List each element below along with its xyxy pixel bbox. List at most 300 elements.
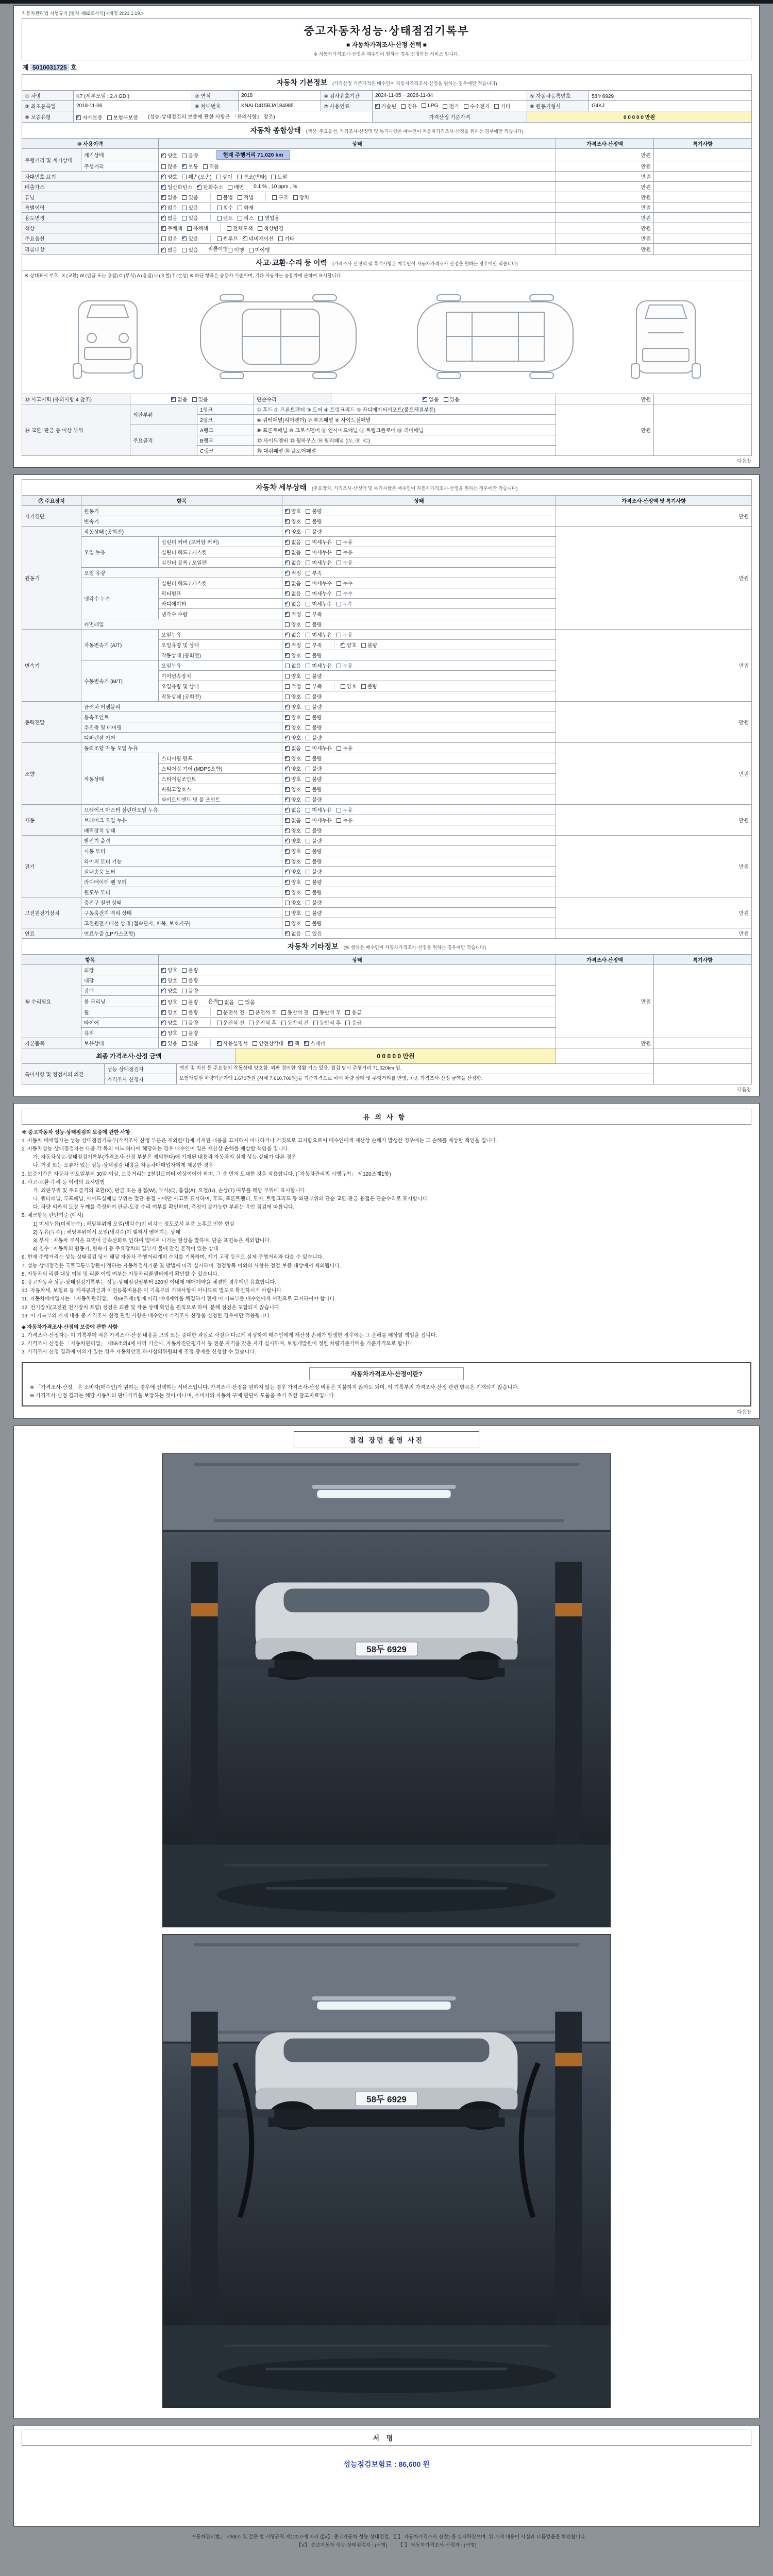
cell [556,835,752,897]
checkbox-불량[interactable] [306,765,322,772]
checkbox-양호[interactable] [161,966,177,974]
cell-text: 만원 [641,1041,651,1047]
checkbox-label: 불량 [312,715,322,721]
checkbox-불량[interactable] [306,785,322,793]
checkbox-누유[interactable] [337,631,352,638]
checkbox-label: 있음 [167,1041,178,1047]
checkbox-미세누유[interactable] [306,631,332,638]
checkbox-불량[interactable] [306,692,322,700]
checkbox-누유[interactable] [337,816,352,824]
cell [81,995,159,1007]
cell [159,670,282,681]
cell [556,138,654,148]
checkbox-리스[interactable] [238,214,254,222]
cell [22,212,159,223]
cell-text: 주행거리 및 계기상태 [25,158,73,164]
checkbox-적음[interactable] [203,162,219,170]
checkbox-렌트[interactable] [217,214,233,222]
checkbox-label: 없음 [291,581,301,587]
checkbox-가솔린[interactable] [375,102,396,110]
cell-text: ⑭ 교환, 판금 등 이상 부위 [25,428,83,434]
checkbox-적정[interactable] [285,610,301,618]
checkbox-양호[interactable] [285,754,301,762]
checkbox-양호[interactable] [285,692,301,700]
checkbox-탄화수소[interactable] [197,183,223,191]
checkbox-없음[interactable] [285,558,301,566]
checkbox-cell [282,619,556,629]
checkbox-cell [159,161,556,171]
cell-text: 라디에이터 [161,601,187,607]
empty-box-icon [306,715,310,720]
checkbox-이행[interactable] [228,246,244,253]
checkbox-label: 적정 [291,684,301,690]
checkbox-운전석 전[interactable] [217,1008,244,1016]
table-row [22,629,752,639]
checkbox-침수[interactable] [217,204,233,211]
checkbox-누유[interactable] [337,806,352,814]
car-diagram-underbody [410,286,580,387]
empty-box-icon [217,206,222,210]
notice-item: 다. 차량 외판의 도장 두께를 측정하여 판금·도장 수리 여부를 확인하며, 측정이 불가능한 부위는 육안 점검에 따릅니다. [33,1205,295,1211]
cell [22,495,81,505]
checkbox-양호[interactable] [285,785,301,793]
empty-box-icon [217,1021,222,1025]
checkbox-미세누수[interactable] [306,589,332,597]
checkbox-없음[interactable] [285,806,301,814]
checkbox-양호[interactable] [161,987,177,994]
empty-box-icon [182,1041,187,1046]
checkbox-없음[interactable] [161,193,177,201]
cell-text: 워터펌프 [161,591,181,597]
checkbox-양호[interactable] [285,703,301,710]
checkbox-사용설명서[interactable] [217,1039,248,1047]
cell [556,212,654,223]
cell [105,1074,177,1084]
checkbox-미세누유[interactable] [306,538,332,546]
checkbox-label: 동반석 전 [287,1020,309,1026]
table-row [22,835,752,845]
checkbox-보험사보증[interactable] [107,113,138,121]
checkbox-불량[interactable] [182,976,198,984]
checkbox-group [285,538,357,546]
checkbox-group [210,214,284,222]
checkbox-미세누유[interactable] [306,744,332,752]
notice-item: 나. 쿼터패널, 루프패널, 사이드실패널 부위는 절단·용접 시에만 사고로 표시하며, 후드, 프론트펜더, 도어, 트렁크리드 등 외판부위의 단순 교환·판금·용접은 단순수리로 표시합니다. [33,1196,429,1202]
checkbox-양호[interactable] [285,888,301,896]
table-row [22,181,752,192]
checkbox-양호[interactable] [161,151,177,159]
checkbox-있음[interactable] [161,1039,177,1047]
checkbox-불량[interactable] [306,754,322,762]
checkbox-부족[interactable] [306,682,322,690]
checkbox-불량[interactable] [182,1029,198,1037]
cell-text: 원동기 [84,509,99,515]
cell-text: 실내송풍 모터 [84,869,115,875]
checkbox-불량[interactable] [306,775,322,783]
checkbox-누수[interactable] [337,589,352,597]
checkbox-응급[interactable] [345,1019,361,1026]
checkbox-불량[interactable] [306,837,322,844]
checkbox-있음[interactable] [182,234,198,242]
checkbox-LPG[interactable] [422,103,438,109]
checkbox-미세누수[interactable] [306,579,332,587]
checkbox-구조[interactable] [272,193,288,201]
checkbox-양호[interactable] [285,826,301,834]
checkbox-cell [282,722,556,732]
checkbox-불량[interactable] [361,641,377,649]
checkbox-경유[interactable] [401,102,417,110]
cell-text: 커먼레일 [84,622,104,628]
checkbox-불량[interactable] [306,847,322,855]
doc-no-suffix: 호 [71,64,77,71]
checkbox-썬루프[interactable] [217,234,238,242]
document-title: 중고자동차성능·상태점검기록부 [304,25,469,37]
cell-text: 보험개발원 차량기준가액 1,670만원 (시세 7,610,700원)을 기준가격으로 하여 차량 상태 및 주행거리를 반영, 최종 가격조사·산정 금액을 산정함. [179,1076,483,1082]
checkbox-label: 양호 [291,869,301,875]
cell-text: 브레이크 마스터 실린더오일 누유 [84,807,158,814]
checkbox-불량[interactable] [306,703,322,710]
checkbox-있음[interactable] [182,214,198,222]
checkbox-없음[interactable] [285,538,301,546]
checkbox-불량[interactable] [306,517,322,525]
checkbox-운전석 전[interactable] [217,1019,244,1026]
checkbox-없음[interactable] [285,589,301,597]
checkbox-양호[interactable] [341,641,357,649]
cell-text: 만원 [641,205,651,211]
checkbox-양호[interactable] [285,723,301,731]
checkbox-불량[interactable] [306,888,322,896]
next-page-label[interactable]: 다음장 [737,1087,751,1093]
cell-text: 자기진단 [25,514,45,520]
checkbox-있음[interactable] [444,395,460,403]
checkbox-기타[interactable] [494,102,510,110]
cell [81,753,159,804]
checkbox-양호[interactable] [285,765,301,772]
checkbox-자가보증[interactable] [76,113,103,121]
checkbox-양호[interactable] [285,507,301,515]
checked-box-icon [161,1000,166,1005]
checkbox-불량[interactable] [306,651,322,659]
checkbox-양호[interactable] [285,837,301,844]
checkbox-불량[interactable] [182,966,198,974]
checkbox-group [210,193,259,201]
checkbox-없음[interactable] [285,744,301,752]
signature-area[interactable] [22,2473,751,2523]
checkbox-양호[interactable] [161,1029,177,1037]
checkbox-누수[interactable] [337,579,352,587]
checkbox-양호[interactable] [285,672,301,680]
checkbox-미세누유[interactable] [306,662,332,669]
checkbox-운전석 후[interactable] [249,1008,276,1016]
checkbox-양호[interactable] [285,620,301,628]
checkbox-label: 렌트 [223,215,233,222]
cell [159,547,282,557]
checkbox-불량[interactable] [306,723,322,731]
checkbox-불량[interactable] [306,826,322,834]
checkbox-누수[interactable] [337,600,352,607]
checkbox-적법[interactable] [238,193,254,201]
checkbox-상이[interactable] [216,173,232,180]
checkbox-불량[interactable] [306,734,322,741]
checkbox-양호[interactable] [341,682,357,690]
cell [81,536,159,567]
checkbox-불량[interactable] [306,528,322,535]
checkbox-없음[interactable] [161,246,177,253]
checkbox-불량[interactable] [361,682,377,690]
cell [159,794,282,804]
checkbox-양호[interactable] [285,651,301,659]
cell-text: 동력전달 [25,720,45,726]
checkbox-있음[interactable] [182,193,198,201]
checkbox-적정[interactable] [285,682,301,690]
section-note: (⑯ 항목은 매수인이 자동차가격조사·산정을 원하는 경우에만 적습니다) [343,944,486,950]
checkbox-label: 불량 [312,900,322,906]
cell [159,753,282,763]
cell-text: 1랭크 [200,407,213,413]
checked-box-icon [182,164,187,169]
checkbox-label: 양호 [346,642,357,649]
checkbox-양호[interactable] [161,1019,177,1026]
next-page-label[interactable]: 다음장 [737,1409,751,1415]
empty-box-icon [182,1000,187,1005]
checkbox-전체도색[interactable] [227,224,253,232]
checkbox-없음[interactable] [161,214,177,222]
checkbox-네비게이션[interactable] [243,234,274,242]
checkbox-누유[interactable] [337,662,352,669]
current-mileage-box: 현재 주행거리 71,020 km [216,150,290,160]
checkbox-누유[interactable] [337,538,352,546]
checkbox-적정[interactable] [285,569,301,577]
checkbox-미세누유[interactable] [306,548,332,556]
checkbox-미세누유[interactable] [306,558,332,566]
checkbox-없음[interactable] [161,204,177,211]
checkbox-유채색[interactable] [187,224,208,232]
checkbox-수소전기[interactable] [464,102,490,110]
checkbox-label: 누유 [342,745,353,752]
checkbox-group [285,765,327,772]
cell [556,701,752,742]
cell [556,526,752,629]
checkbox-불량[interactable] [306,857,322,865]
cell [22,742,81,804]
checkbox-있음[interactable] [306,929,322,937]
checked-box-icon [285,581,290,586]
checkbox-없음[interactable] [285,816,301,824]
cell-text: 고전원전기장치 [25,910,60,917]
checkbox-훼손(오손)[interactable] [182,173,211,180]
checked-box-icon [161,185,166,190]
checkbox-cell [159,964,556,975]
checkbox-미이행[interactable] [249,246,270,253]
checkbox-양호[interactable] [285,795,301,803]
checkbox-cell [282,608,556,619]
checkbox-없음[interactable] [285,548,301,556]
cell [321,101,373,111]
checkbox-불량[interactable] [182,151,198,159]
next-page-label[interactable]: 다음장 [737,458,751,464]
checkbox-양호[interactable] [285,878,301,886]
cell-text: 튜닝 [25,195,35,201]
checkbox-매연[interactable] [228,183,244,191]
checkbox-누유[interactable] [337,558,352,566]
checkbox-누유[interactable] [337,744,352,752]
checkbox-누유[interactable] [337,548,352,556]
cell [81,876,282,887]
checkbox-불량[interactable] [182,998,198,1006]
cell [192,101,239,111]
checkbox-label: 보통 [188,164,198,170]
cell-text: 실린더 블록 / 오일팬 [161,560,207,566]
checkbox-불량[interactable] [306,507,322,515]
checkbox-없음[interactable] [285,579,301,587]
checkbox-있음[interactable] [182,204,198,211]
checkbox-group [210,1039,330,1047]
cell-text: 만원 [641,184,651,191]
cell [239,101,321,111]
checkbox-동반석 전[interactable] [281,1019,309,1026]
checked-box-icon [161,175,166,179]
cell-text: 냉각수 누수 [84,596,111,602]
checkbox-안전삼각대[interactable] [253,1039,283,1047]
checkbox-없음[interactable] [182,1039,198,1047]
cell [254,425,556,435]
checkbox-cell [159,1038,556,1048]
checkbox-양호[interactable] [285,775,301,783]
checkbox-label: 많음 [167,164,178,170]
checkbox-일산화탄소[interactable] [161,183,192,191]
checkbox-미세누유[interactable] [306,816,332,824]
checkbox-불량[interactable] [306,919,322,927]
checkbox-양호[interactable] [285,713,301,721]
section-note: (가격조사·산정액 및 특기사항은 매수인이 자동차가격조사·산정을 원하는 경우에만 적습니다) [332,261,518,266]
checkbox-동반석 후[interactable] [313,1019,341,1026]
checkbox-전기[interactable] [443,102,459,110]
cell-text: 충전구 절연 상태 [84,900,122,906]
checkbox-양호[interactable] [285,847,301,855]
checkbox-양호[interactable] [285,909,301,917]
checkbox-무채색[interactable] [161,224,182,232]
cell [22,897,81,928]
checkbox-응급[interactable] [345,1008,361,1016]
checkbox-양호[interactable] [285,528,301,535]
checkbox-부족[interactable] [306,569,322,577]
checkbox-양호[interactable] [161,976,177,984]
notice-item: 10. 자동차세, 보험료 등 제세공과금과 이전등록비용은 이 기록부의 기재사항이 아니므로 별도로 확인하시기 바랍니다. [22,1288,283,1294]
checkbox-양호[interactable] [161,998,177,1006]
checkbox-없음[interactable] [285,662,301,669]
checkbox-미세누유[interactable] [306,806,332,814]
checkbox-있음[interactable] [192,395,208,403]
cell [22,91,74,101]
checkbox-도말[interactable] [271,173,287,180]
checkbox-운전석 후[interactable] [249,1019,276,1026]
checkbox-없음[interactable] [285,600,301,607]
checkbox-기타[interactable] [278,234,294,242]
cell-text: 상태 [414,498,424,504]
cell [22,629,81,701]
checkbox-불량[interactable] [306,899,322,906]
checkbox-cell [282,742,556,753]
checkbox-색상변경[interactable] [258,224,284,232]
checkbox-있음[interactable] [182,246,198,253]
checkbox-불량[interactable] [306,620,322,628]
checkbox-양호[interactable] [285,517,301,525]
checkbox-group [171,395,213,403]
checkbox-group [161,151,203,159]
checkbox-group [210,1019,366,1026]
cell-text: 연료 [25,931,35,937]
checkbox-변조(변타)[interactable] [237,173,266,180]
checkbox-미세누수[interactable] [306,600,332,607]
checkbox-없음[interactable] [161,234,177,242]
checkbox-많음[interactable] [161,162,177,170]
checkbox-보통[interactable] [182,162,198,170]
empty-box-icon [107,115,112,120]
cell [556,804,752,835]
checkbox-불량[interactable] [182,1008,198,1016]
checkbox-없음[interactable] [171,395,187,403]
checkbox-group [285,662,357,669]
checkbox-양호[interactable] [161,1008,177,1016]
checkbox-label: 누수 [342,591,353,597]
checkbox-양호[interactable] [285,857,301,865]
checkbox-있음[interactable] [239,998,255,1006]
checkbox-불량[interactable] [306,795,322,803]
checkbox-양호[interactable] [285,919,301,927]
checkbox-없음[interactable] [423,395,439,403]
checkbox-동반석 후[interactable] [313,1008,341,1016]
checkbox-불량[interactable] [306,909,322,917]
checkbox-화재[interactable] [238,204,254,211]
checkbox-group [161,966,203,974]
cell [22,701,81,742]
checkbox-양호[interactable] [285,899,301,906]
checkbox-불법[interactable] [217,193,233,201]
checkbox-스패너[interactable] [304,1039,325,1047]
checkbox-없음[interactable] [285,631,301,638]
empty-box-icon [182,195,187,200]
checkbox-적정[interactable] [285,641,301,649]
checkbox-불량[interactable] [306,878,322,886]
checkbox-label: 미이행 [255,247,270,253]
checkbox-양호[interactable] [161,173,177,180]
inspection-photo-2 [162,1934,611,2408]
checkbox-양호[interactable] [285,734,301,741]
checkbox-불량[interactable] [306,868,322,875]
checkbox-group [161,1019,203,1026]
checkbox-없음[interactable] [218,998,234,1006]
document-subtitle-note: ※ 자동차가격조사·산정은 매수인이 원하는 경우 신청하는 서비스 입니다. [313,52,460,57]
checkbox-영업용[interactable] [258,214,279,222]
checkbox-없음[interactable] [285,929,301,937]
cell-text: 작동상태 [84,776,104,783]
checkbox-label: 양호 [291,704,301,710]
inspection-photos [22,1453,751,2408]
checkbox-label: 자가보증 [82,115,103,121]
checkbox-불량[interactable] [182,987,198,994]
checkbox-불량[interactable] [306,713,322,721]
checkbox-부족[interactable] [306,641,322,649]
checkbox-부족[interactable] [306,610,322,618]
checkbox-불량[interactable] [306,672,322,680]
checkbox-cell [282,876,556,887]
cell [177,1063,654,1074]
checkbox-동반석 전[interactable] [281,1008,309,1016]
checkbox-잭[interactable] [288,1039,299,1047]
checkbox-장치[interactable] [293,193,309,201]
checkbox-불량[interactable] [182,1019,198,1026]
checkbox-양호[interactable] [285,868,301,875]
